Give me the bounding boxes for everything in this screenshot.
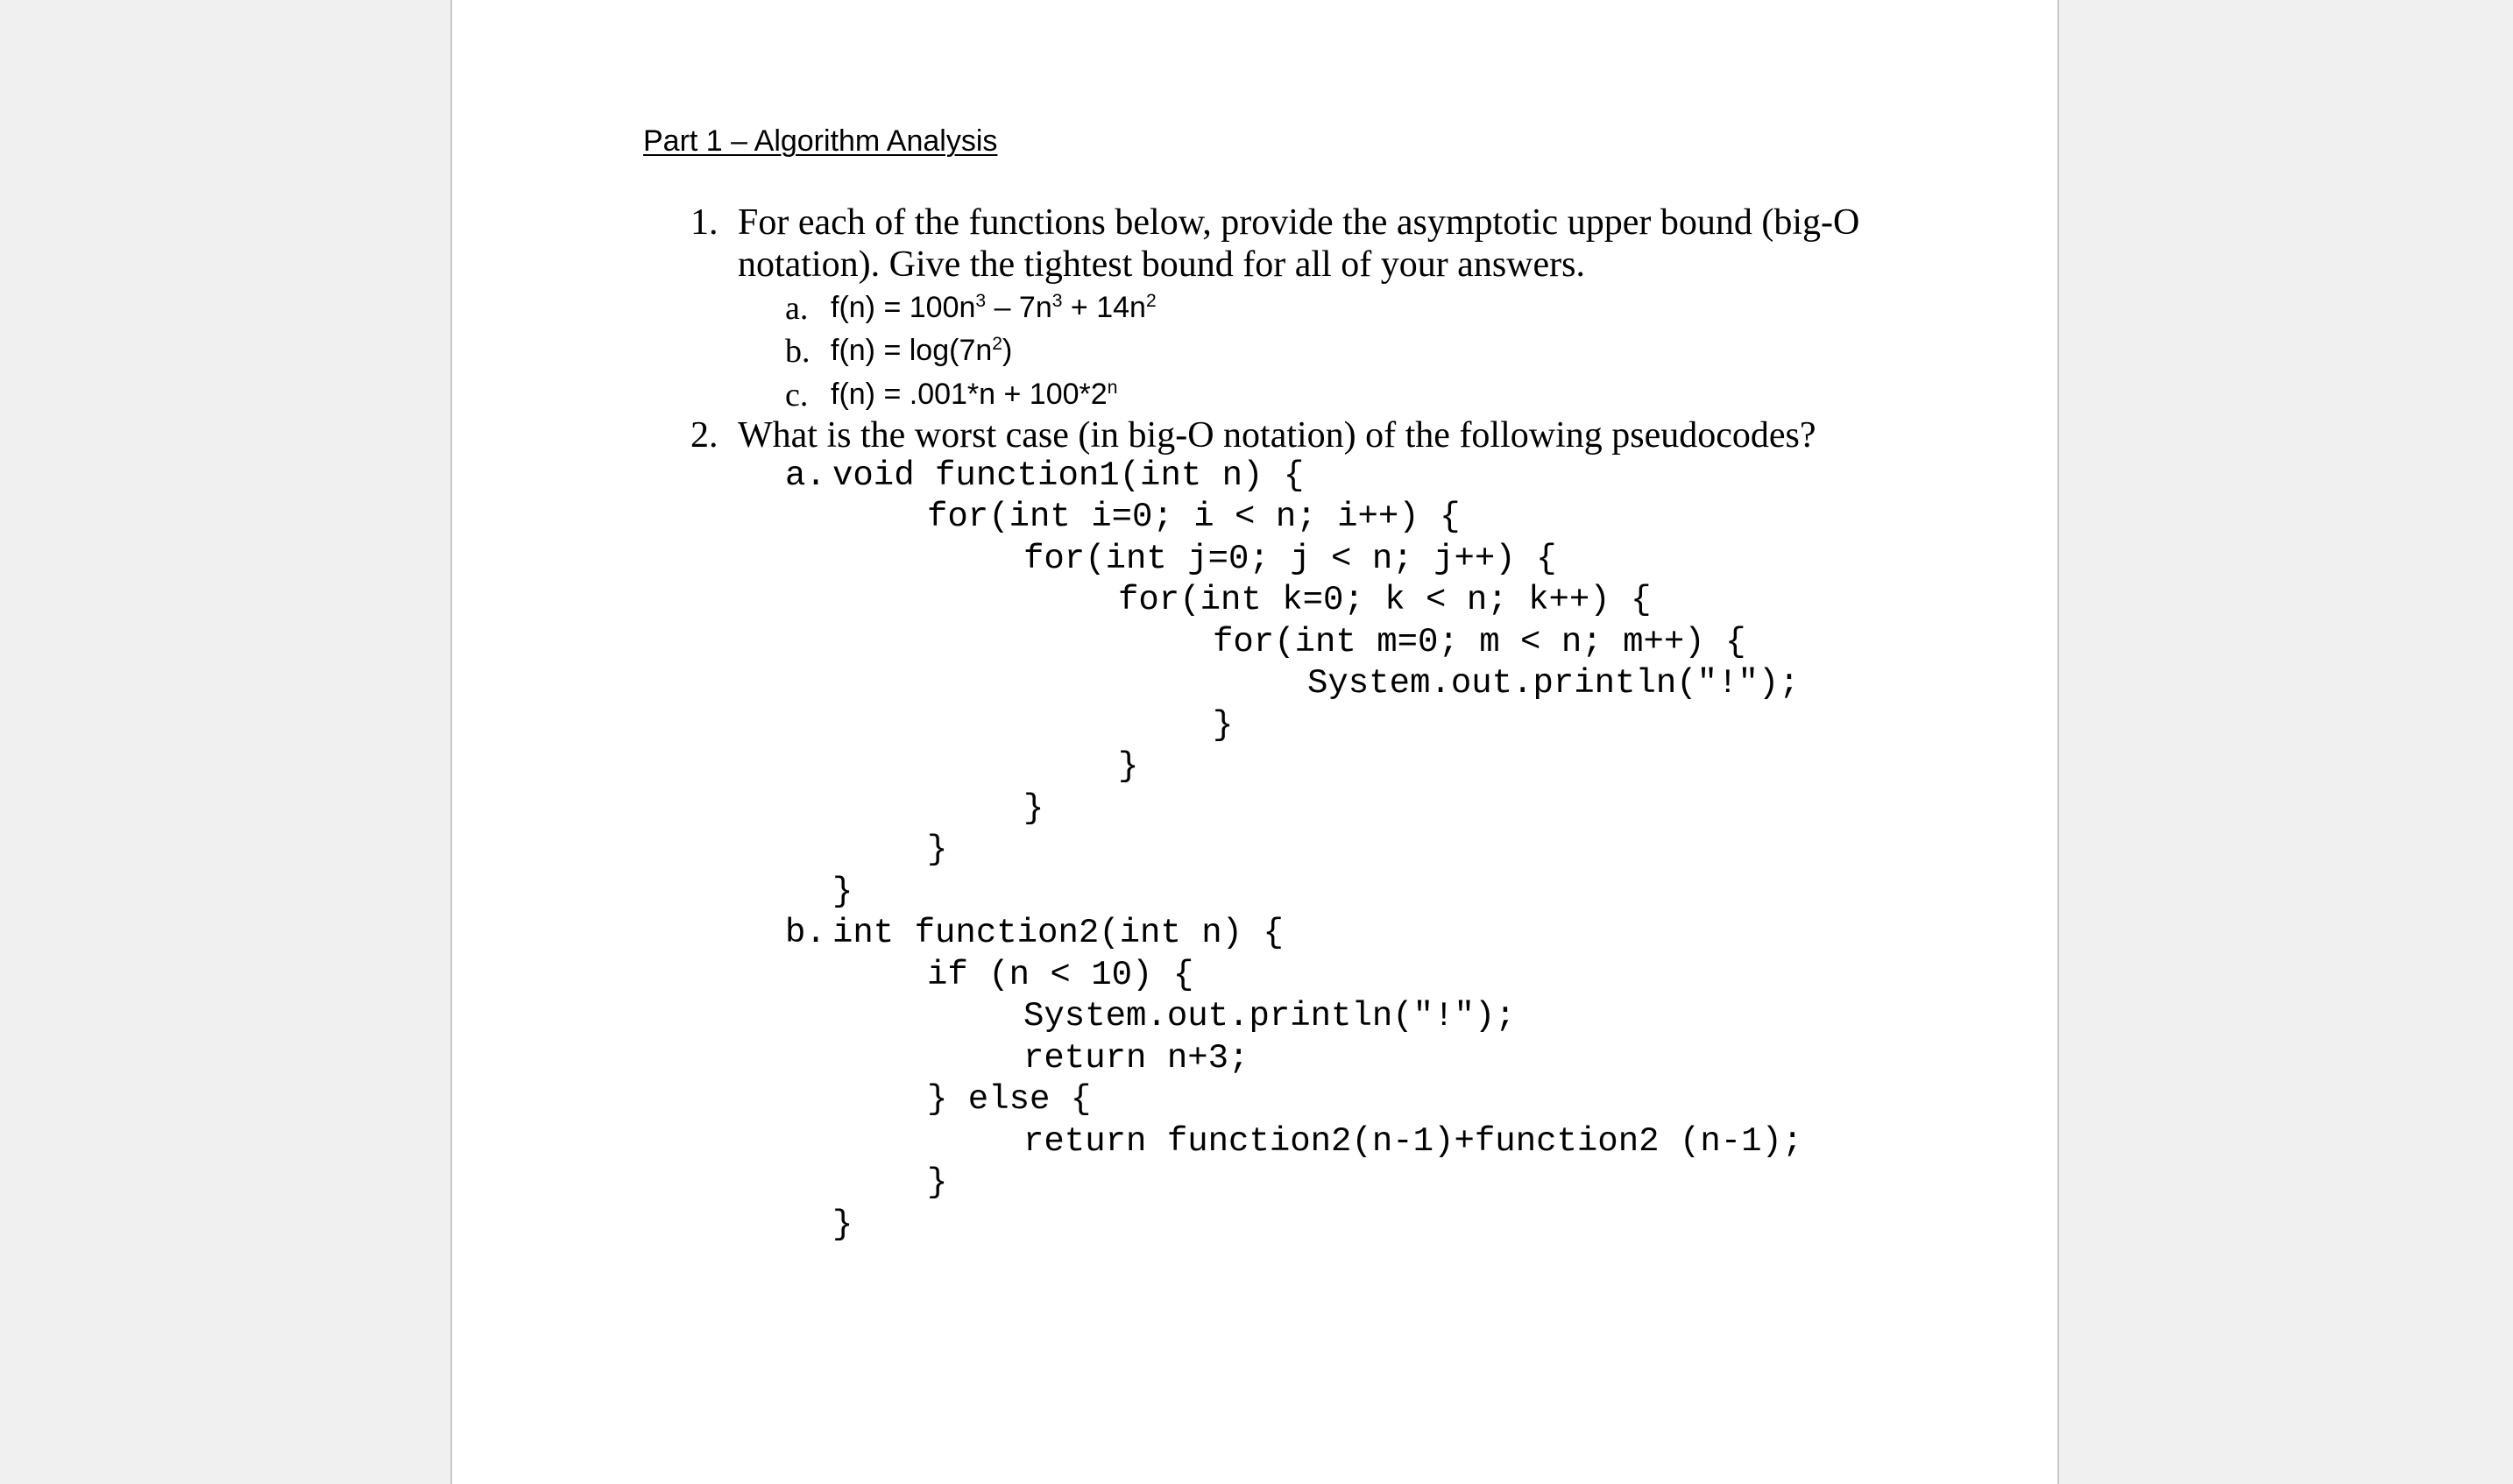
q1-part-b-formula: $f(n) = \log(7n^2)$ xyxy=(831,334,1013,367)
code-line: } xyxy=(1213,706,1234,745)
code-line: } else { xyxy=(927,1080,1092,1119)
q2-part-a-marker: a. xyxy=(785,456,826,495)
section-heading: Part 1 – Algorithm Analysis xyxy=(643,124,998,158)
code-line: System.out.println("!"); xyxy=(1023,997,1516,1035)
code-line: for(int i=0; i < n; i++) { xyxy=(927,498,1461,536)
code-line: for(int j=0; j < n; j++) { xyxy=(1023,540,1557,578)
code-line: return n+3; xyxy=(1023,1039,1249,1078)
code-line: } xyxy=(1118,747,1139,786)
code-line: } xyxy=(927,1163,948,1202)
code-line: System.out.println("!"); xyxy=(1307,664,1800,703)
code-line: for(int k=0; k < n; k++) { xyxy=(1118,581,1652,619)
q2-text-line-1: What is the worst case (in big-O notation) of the following pseudocodes? xyxy=(738,415,1816,456)
q1-text-line-2: notation). Give the tightest bound for all of your answers. xyxy=(738,244,1585,285)
code-line: } xyxy=(1023,789,1044,828)
code-line: int function2(int n) { xyxy=(832,914,1284,952)
code-line: if (n < 10) { xyxy=(927,956,1194,994)
q1-number: 1. xyxy=(690,202,719,243)
q1-part-c-formula: $f(n) = .001*n + 100*2^n$ xyxy=(831,378,1118,411)
code-line: for(int m=0; m < n; m++) { xyxy=(1213,623,1746,661)
code-line: } xyxy=(927,830,948,869)
code-line: return function2(n-1)+function2 (n-1); xyxy=(1023,1122,1803,1161)
q1-part-c-marker: c. xyxy=(785,377,809,413)
code-line: void function1(int n) { xyxy=(832,456,1305,495)
code-line: } xyxy=(832,873,853,911)
q1-part-a-marker: a. xyxy=(785,290,809,327)
q1-part-a-formula: $f(n) = 100n^3 - 7n^3 + 14n^2$ xyxy=(831,291,1157,324)
q1-text-line-1: For each of the functions below, provide the asymptotic upper bound (big-O xyxy=(738,202,1860,243)
q2-number: 2. xyxy=(690,415,719,456)
code-line: } xyxy=(832,1205,853,1244)
document-page xyxy=(450,0,2059,1484)
q2-part-b-marker: b. xyxy=(785,914,826,952)
q1-part-b-marker: b. xyxy=(785,333,811,370)
